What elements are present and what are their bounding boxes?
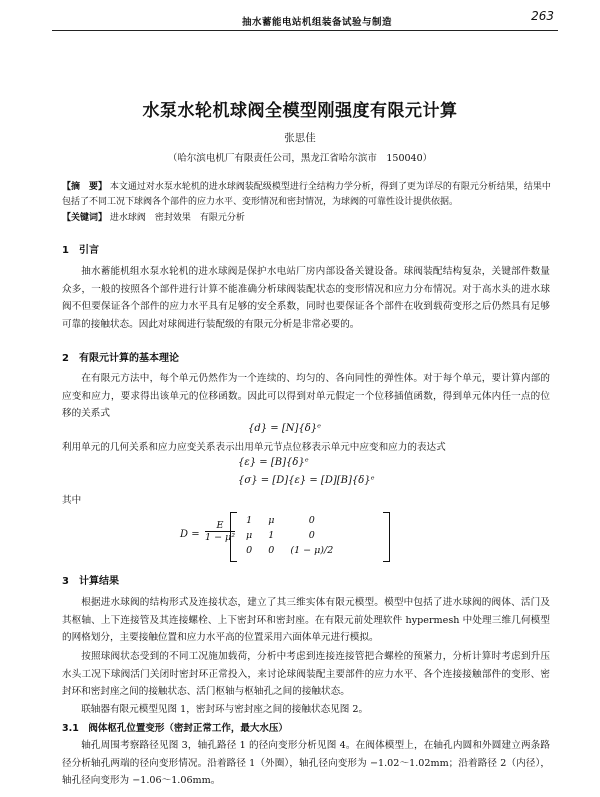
section-3-title: 3 计算结果 <box>62 576 119 587</box>
section-2-title: 2 有限元计算的基本理论 <box>62 353 179 364</box>
paper-title: 水泵水轮机球阀全模型刚强度有限元计算 <box>142 101 458 121</box>
fraction-numerator: E <box>205 520 235 532</box>
abstract <box>62 180 552 209</box>
matrix-cell: μ <box>246 530 253 541</box>
section-3-paragraph-2: 按照球阀状态受到的不同工况施加载荷，分析中考虑到连接连接管把合螺栓的预紧力，分析计算时考虑到升压水头工况下球阀活门关闭时密封环正常投入，来讨论球阀装配主要部件的应力水平、各个连接接触部件的变形、密封环和密封座之间的接触状态、活门枢轴与枢轴孔之间的接触状态。 <box>62 651 550 697</box>
matrix-right-bracket <box>383 512 390 562</box>
elasticity-matrix <box>230 512 390 560</box>
running-title: 抽水蓄能电站机组装备试验与制造 <box>242 17 393 28</box>
equation-1: {d} = [N]{δ}ᵉ <box>248 423 322 434</box>
page-number: 263 <box>531 9 554 23</box>
section-3-paragraph-3: 联轴器有限元模型见图 1，密封环与密封座之间的接触状态见图 2。 <box>81 704 369 715</box>
affiliation: （哈尔滨电机厂有限责任公司，黑龙江省哈尔滨市 150040） <box>167 153 433 164</box>
equation-2: {ε} = [B]{δ}ᵉ <box>238 457 309 468</box>
section-3-paragraph-1: 根据进水球阀的结构形式及连接状态，建立了其三维实体有限元模型。模型中包括了进水球阀的阀体、活门及其枢轴、上下连接管及其连接螺栓、上下密封环和密封座。在有限元前处理软件 hypermesh 中处理三维几何模型的网格划分，主要接触位置和应力水平高的位置采用六面体单元进行模拟。 <box>62 597 550 643</box>
section-3-1-title: 3.1 阀体枢孔位置变形（密封正常工作，最大水压） <box>62 723 288 734</box>
matrix-cell: 0 <box>268 545 275 556</box>
matrix-cell: 0 <box>246 545 253 556</box>
matrix-cell: 1 <box>246 515 253 526</box>
matrix-row <box>238 513 341 528</box>
matrix-cell: 1 <box>268 530 275 541</box>
section-2-paragraph-1: 在有限元方法中，每个单元仍然作为一个连续的、均匀的、各向同性的弹性体。对于每个单元，要计算内部的应变和应力，要求得出该单元的位移函数。因此可以得到对单元假定一个位移插值函数，得到单元体内任一点的位移的关系式 <box>62 373 550 419</box>
author: 张思佳 <box>284 132 316 144</box>
section-1-title: 1 引言 <box>62 245 99 256</box>
matrix-left-bracket <box>230 512 237 562</box>
abstract-text: 本文通过对水泵水轮机的进水球阀装配级模型进行全结构力学分析，得到了更为详尽的有限元分析结果，结果中包括了不同工况下球阀各个部件的应力水平、变形情况和密封情况，为球阀的可靠性设计提供依据。 <box>62 182 551 207</box>
section-1-paragraph: 抽水蓄能机组水泵水轮机的进水球阀是保护水电站厂房内部设备关键设备。球阀装配结构复杂，关键部件数量众多，一般的按照各个部件进行计算不能准确分析球阀装配状态的变形情况和应力分布情况。对于高水头的进水球阀不但要保证各个部件的应力水平具有足够的安全系数，同时也要保证各个部件在收到载荷变形之后仍然具有足够可靠的接触状态。因此对球阀进行装配级的有限元分析是非常必要的。 <box>62 266 550 330</box>
section-3-1-paragraph: 轴孔周围考察路径见图 3，轴孔路径 1 的径向变形分析见图 4。在阀体模型上，在轴孔内圆和外圆建立两条路径分析轴孔两端的径向变形情况。沿着路径 1（外圈），轴孔径向变形为 −1.02～1.02mm；沿着路径 2（内径），轴孔径向变形为 −1.06～1.06mm。 <box>62 740 550 786</box>
keywords-text: 进水球阀 密封效果 有限元分析 <box>109 213 245 223</box>
equation-3: {σ} = [D]{ε} = [D][B]{δ}ᵉ <box>238 475 375 486</box>
abstract-label: 【摘 要】 <box>62 182 108 192</box>
matrix-cell: 0 <box>308 530 315 541</box>
matrix-row <box>238 528 341 543</box>
keywords <box>62 211 552 226</box>
matrix-cell: 0 <box>308 515 315 526</box>
keywords-label: 【关键词】 <box>62 213 108 223</box>
fraction-denominator: 1 − μ² <box>205 532 236 543</box>
matrix-cell: (1 − μ)/2 <box>290 545 334 556</box>
running-header <box>52 0 558 31</box>
section-2-paragraph-2: 利用单元的几何关系和应力应变关系表示出用单元节点位移表示单元中应变和应力的表达式 <box>62 442 446 453</box>
matrix-row <box>238 543 341 558</box>
equation-4-lhs: D = <box>180 529 200 540</box>
matrix-table <box>238 513 341 558</box>
where-label: 其中 <box>62 495 82 506</box>
matrix-cell: μ <box>268 515 275 526</box>
